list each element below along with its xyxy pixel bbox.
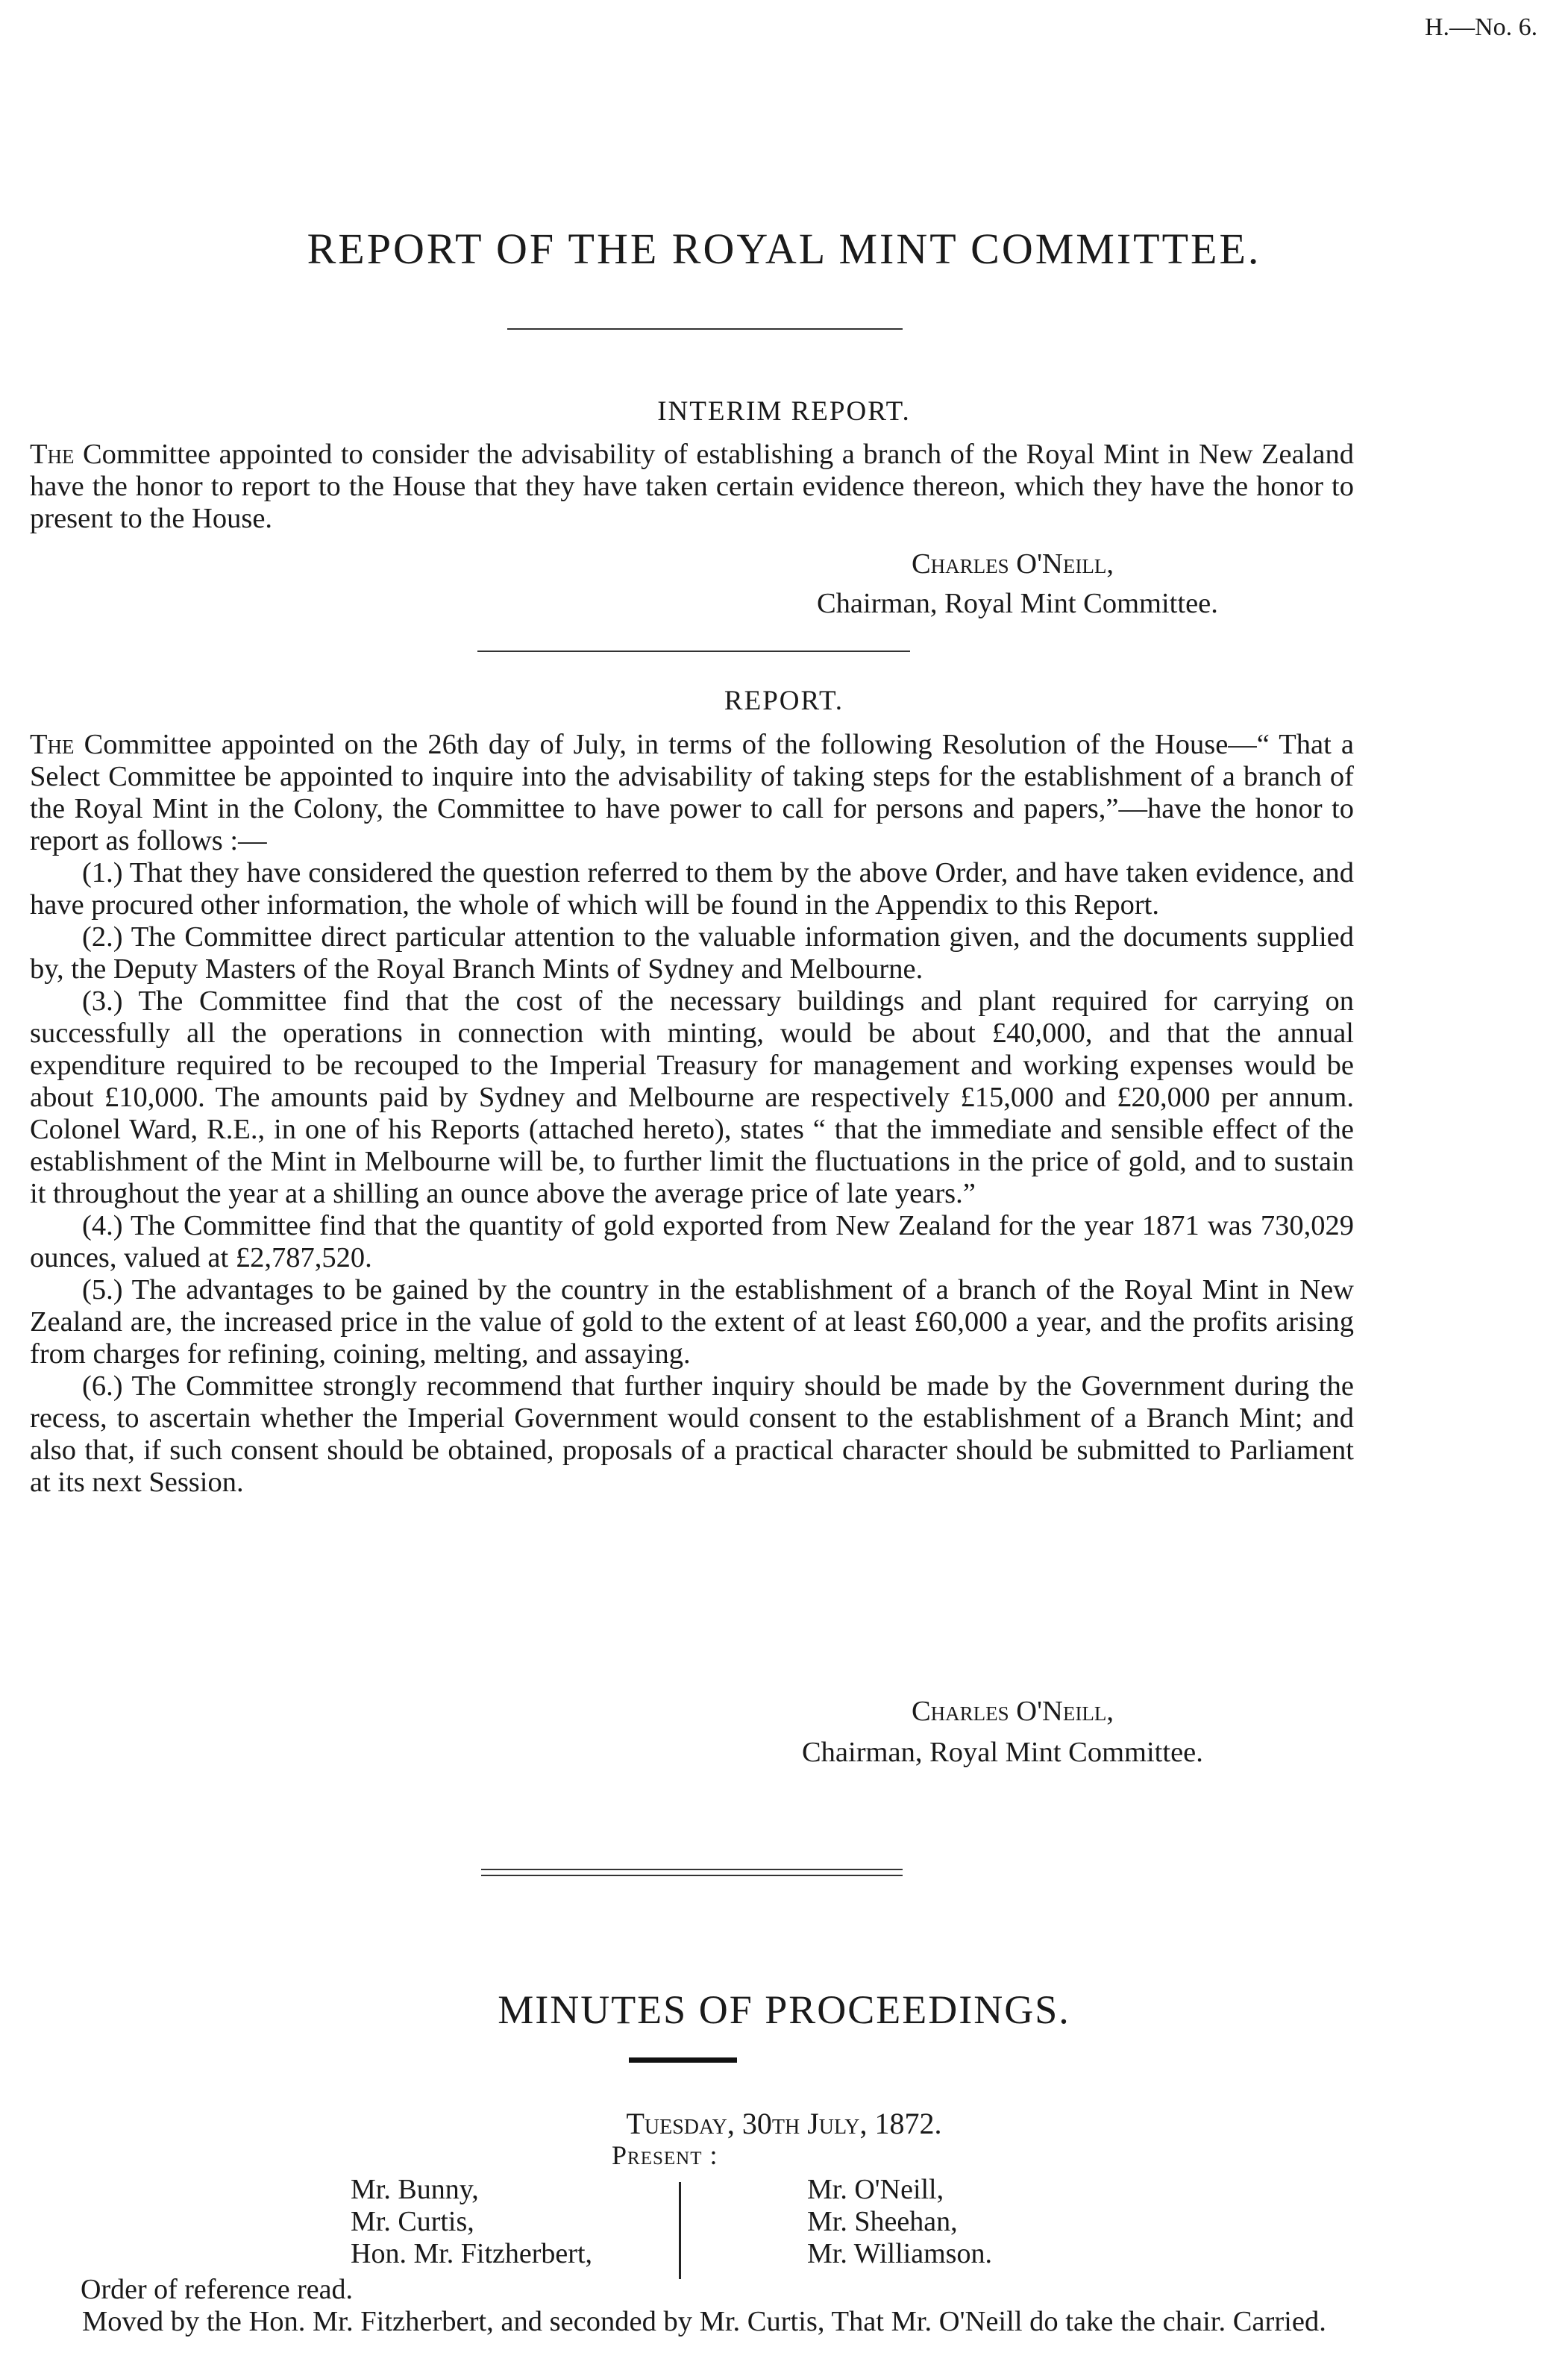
report-heading: REPORT. — [724, 686, 844, 716]
interim-lead-word: The — [30, 439, 75, 470]
interim-divider — [477, 651, 910, 652]
page-title: REPORT OF THE ROYAL MINT COMMITTEE. — [307, 225, 1261, 273]
present-left-1: Mr. Bunny, — [351, 2174, 479, 2205]
report-divider-lower — [481, 1875, 903, 1876]
order-of-reference-line: Order of reference read. — [81, 2274, 353, 2305]
motion-paragraph — [30, 2306, 1354, 2338]
report-signature-name: Charles O'Neill, — [912, 1696, 1114, 1727]
present-left-3: Hon. Mr. Fitzherbert, — [351, 2238, 593, 2269]
report-intro-text: Committee appointed on the 26th day of July, in terms of the following Resolution of the House—“ That a Select Committee be appointed to inquire into the advisability of taking steps for the establishment of a branch of the Royal Mint in the Colony, the Committee to have power to call for persons and papers,”—have the honor to report as follows :— — [30, 729, 1354, 856]
report-lead-word: The — [30, 729, 75, 760]
present-right-3: Mr. Williamson. — [807, 2238, 992, 2269]
title-divider — [507, 328, 903, 330]
interim-body-text: Committee appointed to consider the advisability of establishing a branch of the Royal Mint in New Zealand have the honor to report to the House that they have taken certain evidence thereon, which they have the honor to present to the House. — [30, 439, 1355, 534]
minutes-date: Tuesday, 30th July, 1872. — [626, 2107, 942, 2140]
interim-report-heading: INTERIM REPORT. — [657, 396, 911, 427]
present-label: Present : — [612, 2140, 718, 2170]
present-right-1: Mr. O'Neill, — [807, 2174, 944, 2205]
motion-text: Moved by the Hon. Mr. Fitzherbert, and seconded by Mr. Curtis, That Mr. O'Neill do take the chair. Carried. — [82, 2306, 1326, 2337]
minutes-title: MINUTES OF PROCEEDINGS. — [498, 1987, 1070, 2032]
present-left-2: Mr. Curtis, — [351, 2206, 474, 2237]
interim-signature-name: Charles O'Neill, — [912, 548, 1114, 580]
report-item-1: (1.) That they have considered the question referred to them by the above Order, and have taken evidence, and have procured other information, the whole of which will be found in the Appendix to this Report. — [30, 857, 1354, 921]
present-right-2: Mr. Sheehan, — [807, 2206, 958, 2237]
document-reference: H.—No. 6. — [1425, 13, 1538, 41]
report-item-4: (4.) The Committee find that the quantity of gold exported from New Zealand for the year 1871 was 730,029 ounces, valued at £2,787,520. — [30, 1210, 1354, 1273]
interim-report-body — [30, 439, 1354, 535]
report-item-3: (3.) The Committee find that the cost of the necessary buildings and plant required for carrying on successfully all the operations in connection with minting, would be about £40,000, and that the annual expenditure required to be recouped to the Imperial Treasury for management and working expenses would be about £10,000. The amounts paid by Sydney and Melbourne are respectively £15,000 and £20,000 per annum. Colonel Ward, R.E., in one of his Reports (attached hereto), states “ that the immediate and sensible effect of the establishment of the Mint in Melbourne will be, to further limit the fluctuations in the price of gold, and to sustain it throughout the year at a shilling an ounce above the average price of late years.” — [30, 985, 1354, 1209]
report-divider-upper — [481, 1869, 903, 1870]
report-item-2: (2.) The Committee direct particular attention to the valuable information given, and the documents supplied by, the Deputy Masters of the Royal Branch Mints of Sydney and Melbourne. — [30, 921, 1354, 985]
interim-signature-role: Chairman, Royal Mint Committee. — [817, 588, 1218, 619]
report-body — [30, 729, 1354, 1499]
minutes-title-rule — [629, 2057, 737, 2063]
report-signature-role: Chairman, Royal Mint Committee. — [802, 1737, 1203, 1768]
report-item-5: (5.) The advantages to be gained by the country in the establishment of a branch of the Royal Mint in New Zealand are, the increased price in the value of gold to the extent of at least £60,000 a year, and the profits arising from charges for refining, coining, melting, and assaying. — [30, 1274, 1354, 1370]
present-column-divider — [679, 2182, 681, 2279]
report-item-6: (6.) The Committee strongly recommend that further inquiry should be made by the Government during the recess, to ascertain whether the Imperial Government would consent to the establishment of a Branch Mint; and also that, if such consent should be obtained, proposals of a practical character should be submitted to Parliament at its next Session. — [30, 1370, 1354, 1498]
